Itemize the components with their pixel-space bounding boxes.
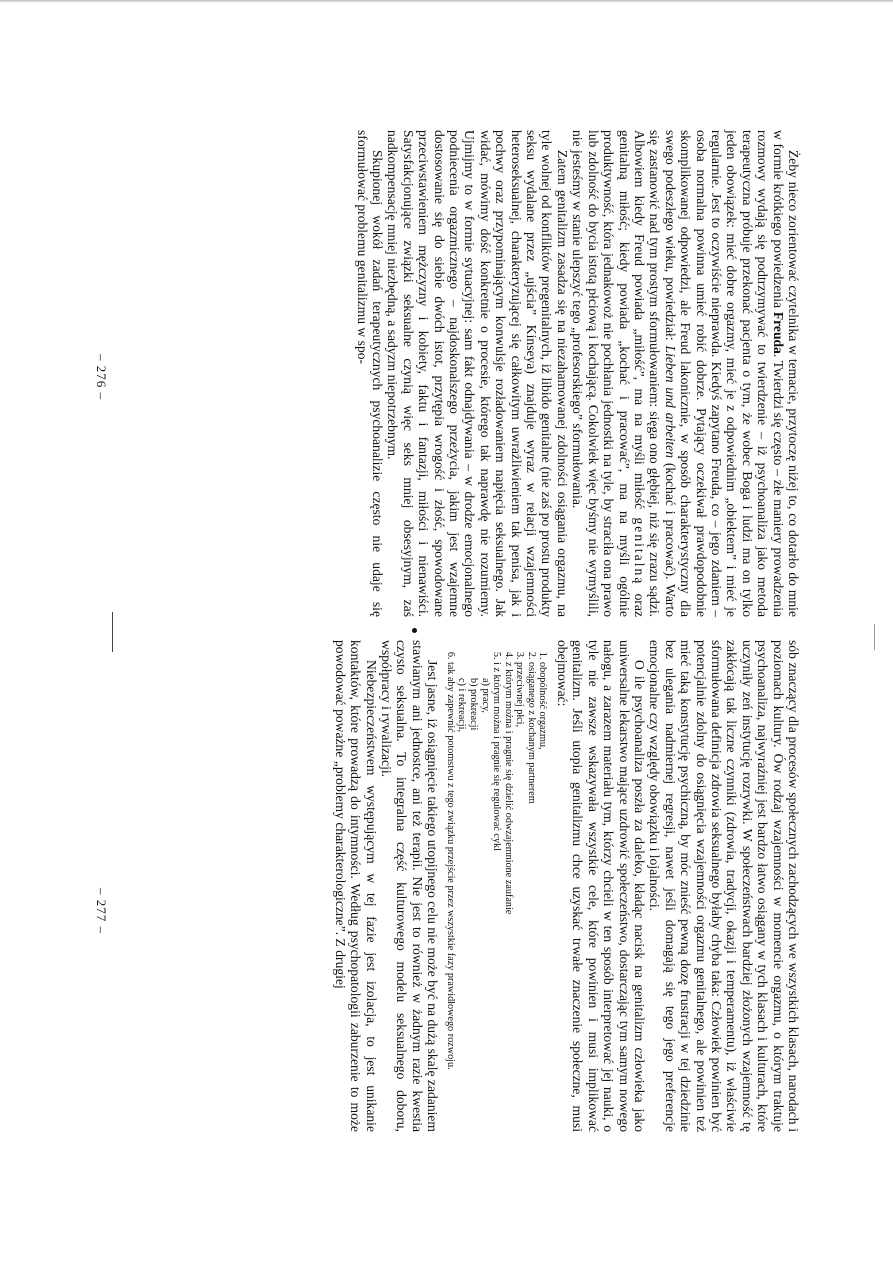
text-run: Freuda: [770, 311, 786, 354]
list-item-text: i z którym można i pragnie się regulować cykl: [491, 662, 503, 851]
sub-list-item: c) i rekreacji,: [456, 678, 468, 733]
sub-list-item: a) pracy,: [479, 678, 491, 713]
gutter-shadow-line: [112, 612, 113, 652]
right-text-before-list: [555, 640, 802, 1132]
paragraph: [647, 640, 801, 1132]
paragraph: [555, 640, 647, 1132]
list-item: 1. obopólność orgazmu,: [537, 662, 549, 1132]
text-run: Skupionej wokół zadań terapeutycznych psychoanalizie często nie udaje się sformułować problemu genitalizmu w spo-: [354, 130, 386, 617]
left-page: [0, 92, 893, 617]
text-run: Niebezpieczeństwem występującym w tej fazie jest izolacja, to jest unikanie kontaktów, które prowadzą do intymności. Według psychopatologii zaburzenie to może powodować poważne „problemy charakterologiczne”. Z drugiej: [332, 640, 379, 1132]
right-text-after-list: [332, 640, 440, 1132]
text-run: sób znaczący dla procesów społecznych zachodzących we wszystkich klasach, narodach i poziomach kultury. Ów rodzaj wzajemności w momencie orgazmu, o którym traktuje psychoanaliza, najwyraźniej jest bardzo łatwo osiągany w tych klasach i kulturach, które uczyniły zeń instytucję rozrywki. W społeczeństwach bardziej złożonych wzajemność tę zakłócają tak liczne czynniki (zdrowia, tradycji, okazji i temperamentu), iż właściwie sformułowana definicja zdrowia seksualnego byłaby chyba taka: Człowiek powinien być potencjalnie zdolny do osiągnięcia wzajemności orgazmu genitalnego, ale powinien też mieć taką konstytucję psychiczną, by móc znieść pewną dozę frustracji w tej dziedzinie bez ulegania nadmiernej regresji, nawet jeśli domagają się tego jego preferencje emocjonalne czy względy obowiązku i lojalności.: [647, 640, 801, 1132]
list-item: 3. przeciwnej płci,: [514, 662, 526, 1132]
text-run: Zatem genitalizm zasadza się na niezahamowanej zdolności osiągania orgazmu, na tyle wolnej od konfliktów pregenitalnych, iż libido genitalne (nie zaś po prostu produkty seksu wydalane przez „ujścia” Kinseya) znajduje wyraz w relacji wzajemności heteroseksualnej, charakteryzującej się całkowitym uwrażliwieniem tak penisa, jak i pochwy oraz przypominającym konwulsje rozładowaniem napięcia seksualnego. Jak widać, mówimy dość konkretnie o procesie, którego tak naprawdę nie rozumiemy. Ujmijmy to w formie sytuacyjnej: sam fakt odnajdywania – w drodze emocjonalnego podniecenia orgazmicznego – najdoskonalszego przeżycia, jakim jest wzajemne dostosowanie się do siebie dwóch istot, przytępia wrogość i złość, spowodowane przeciwstawieniem mężczyzny i kobiety, faktu i fantazji, miłości i nienawiści. Satysfakcjonujące związki seksualne czynią więc seks mniej obsesyjnym, zaś nadkompensację mniej niezbędną, a sadyzm niepotrzebnym.: [385, 130, 570, 617]
list-item: [456, 662, 502, 1132]
right-page: [0, 640, 893, 1170]
sub-list-item: b) prokreacji: [467, 678, 479, 731]
right-page-text: [332, 640, 801, 1132]
paragraph: [570, 130, 801, 617]
text-run: Lieben und arbeiten: [662, 345, 678, 458]
text-run: Jest jasne, iż osiągnięcie takiego utopijnego celu nie może być na dużą skalę zadaniem stawianym ani jednostce, ani też terapii. Nie jest to również w żadnym razie kwestia czysto seksualna. To integralna część kulturowego modelu seksualnego doboru, współpracy i rywalizacji.: [378, 640, 441, 1132]
gutter-shadow-line: [874, 624, 875, 650]
paragraph: [332, 640, 378, 1132]
page-number-right: – 277 –: [94, 888, 109, 934]
text-run: Żeby nieco zorientować czytelnika w temacie, przytoczę niżej to, co dotarło do mnie w formie krótkiego powiedzenia: [770, 130, 801, 617]
text-run: oraz genitalną miłość; kiedy powiada „kochać i pracować”, ma na myśli ogólnie produktywność, która jednakowoż nie pochłania jednostki na tyle, by straciła ona prawo lub zdolność do bycia istotą płciową i kochającą. Cokolwiek więc byśmy nie wymyślili, nie jesteśmy w stanie ulepszyć tego „profesorskiego” sformułowania.: [570, 130, 647, 617]
text-run: O ile psychoanaliza poszła za daleko, kładąc nacisk na genitalizm człowieka jako uniwersalne lekarstwo mające uzdrowić społeczeństwo, dostarczając tym samym nowego nałogu, a zarazem materiału tym, którzy chcieli w ten sposób interpretować jej nauki, o tyle nie zawsze wskazywała wszystkie cele, które powinien i musi implikować genitalizm. Jeśli utopia genitalizmu chce uzyskać trwałe znaczenie społeczne, musi obejmować:: [554, 640, 647, 1132]
text-run: . Twierdzi się często – złe maniery prowadzenia rozmowy wydają się podtrzymywać to twierdzenie – iż psychoanaliza jako metoda terapeutyczna próbuje przekonać pacjenta o tym, że wobec Boga i ludzi ma on tylko jeden obowiązek: mieć dobre orgazmy, mieć je z odpowiednim „obiektem” i mieć je regularnie. Jest to oczywiście nieprawda. Kiedyś zapytano Freuda, co – jego zdaniem – osoba normalna powinna umieć robić dobrze. Pytający oczekiwał prawdopodobnie skomplikowanej odpowiedzi, ale Freud lakonicznie, w sposób charakterystyczny dla swego podeszłego wieku, powiedział:: [662, 130, 786, 617]
list-item: 4. z którym można i pragnie się dzielić odwzajemnione zaufanie: [502, 662, 514, 1132]
page-number-left: – 276 –: [94, 354, 109, 400]
text-run: genitalną: [631, 517, 647, 586]
requirements-list: [444, 640, 548, 1132]
list-item: 6. tak aby zapewnić potomstwu z tego związku przejście przez wszystkie fazy prawidłowego rozwoju.: [444, 662, 456, 1132]
paragraph: [379, 640, 441, 1132]
text-run: (kochać i pracować). Warto się zastanowić nad tym prostym sformułowaniem: sięga ono głębiej, niż się zrazu sądzi. Albowiem kiedy Freud powiada „miłość”, ma na myśli miłość: [631, 130, 678, 618]
left-page-text: [354, 130, 801, 617]
sub-list: [456, 662, 491, 1132]
margin-dot: [412, 628, 417, 633]
paragraph: [385, 130, 570, 617]
list-item: 2. osiąganego z kochanym partnerem: [525, 662, 537, 1132]
paragraph: [354, 130, 385, 617]
